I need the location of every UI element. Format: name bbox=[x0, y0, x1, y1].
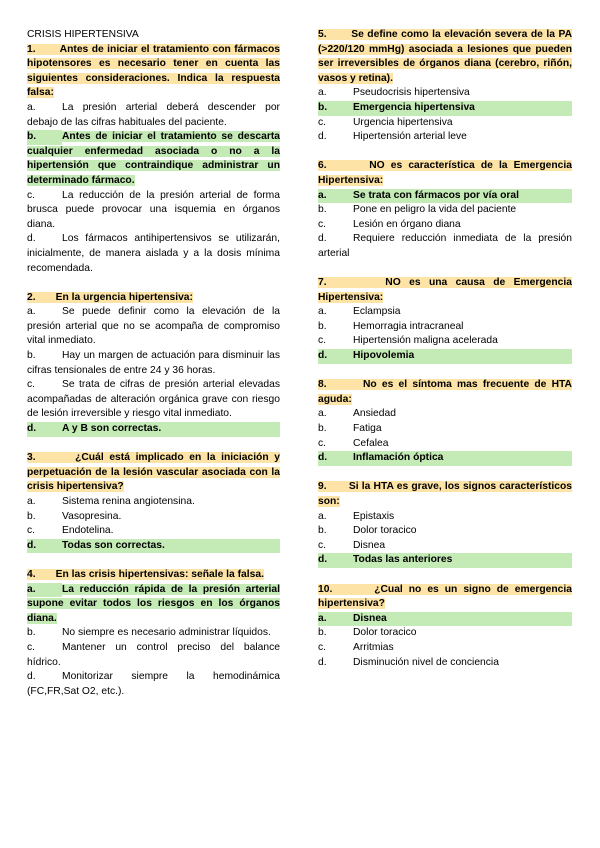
option-b: b. Hay un margen de actuación para disminuir las cifras tensionales de entre 24 y 36 horas. bbox=[27, 350, 280, 376]
question-5 bbox=[318, 28, 572, 145]
option-d-correct: d. Hipovolemia bbox=[318, 349, 572, 364]
option-a-correct: a. Se trata con fármacos por vía oral bbox=[318, 189, 572, 204]
option-b-correct: b. Antes de iniciar el tratamiento se descarta cualquier enfermedad asociada o no a la hipertensión que contraindique administrar un determinado fármaco. bbox=[27, 131, 280, 186]
option-a: a. Pseudocrisis hipertensiva bbox=[318, 87, 470, 99]
question-10 bbox=[318, 583, 572, 671]
question-6 bbox=[318, 159, 572, 261]
question-text: 2. En la urgencia hipertensiva: bbox=[27, 291, 193, 303]
option-c: c. Lesión en órgano diana bbox=[318, 218, 461, 230]
question-8 bbox=[318, 378, 572, 466]
question-7 bbox=[318, 276, 572, 364]
question-text: 7. NO es una causa de Emergencia Hipertensiva: bbox=[318, 277, 572, 303]
option-a-correct: a. Disnea bbox=[318, 612, 572, 627]
question-2 bbox=[27, 291, 280, 437]
question-text: 4. En las crisis hipertensivas: señale la falsa. bbox=[27, 568, 264, 580]
question-text: 8. No es el síntoma mas frecuente de HTA aguda: bbox=[318, 379, 572, 405]
option-d: d. Los fármacos antihipertensivos se utilizarán, inicialmente, de manera aislada y a la dosis mínima recomendada. bbox=[27, 233, 280, 274]
option-b: b. Hemorragia intracraneal bbox=[318, 320, 464, 332]
option-d-correct: d. Todas son correctas. bbox=[27, 539, 280, 554]
option-b: b. Dolor toracico bbox=[318, 627, 417, 639]
option-b: b. Fatiga bbox=[318, 423, 382, 435]
option-b: b. No siempre es necesario administrar líquidos. bbox=[27, 627, 271, 639]
option-d: d. Disminución nivel de conciencia bbox=[318, 656, 499, 668]
option-a: a. La presión arterial deberá descender por debajo de las cifras habituales del paciente. bbox=[27, 101, 280, 128]
option-d: d. Hipertensión arterial leve bbox=[318, 131, 467, 143]
right-column bbox=[318, 28, 572, 685]
option-c: c. Arritmias bbox=[318, 641, 394, 653]
option-d-correct: d. Todas las anteriores bbox=[318, 553, 572, 568]
option-b: b. Dolor toracico bbox=[318, 525, 417, 537]
option-c: c. Disnea bbox=[318, 539, 386, 551]
option-d-correct: d. A y B son correctas. bbox=[27, 422, 280, 437]
option-a: a. Ansiedad bbox=[318, 408, 396, 420]
question-text: 1. Antes de iniciar el tratamiento con fármacos hipotensores es necesario tener en cuenta las siguientes consideraciones. Indica la respuesta falsa: bbox=[27, 43, 281, 99]
option-a: a. Eclampsia bbox=[318, 306, 401, 318]
option-b: b. Vasopresina. bbox=[27, 510, 122, 522]
option-a-correct: a. La reducción rápida de la presión arterial supone evitar todos los riesgos en los órganos diana. bbox=[27, 583, 280, 624]
option-a: a. Sistema renina angiotensina. bbox=[27, 496, 195, 507]
option-c: c. Se trata de cifras de presión arterial elevadas acompañadas de alteración orgánica grave con riesgo de lesión irreversible y riesgo vital inmediato. bbox=[27, 379, 280, 420]
option-c: c. Mantener un control preciso del balance hídrico. bbox=[27, 641, 280, 668]
question-9 bbox=[318, 480, 572, 568]
option-a: a. Epistaxis bbox=[318, 510, 395, 522]
option-d: d. Requiere reducción inmediata de la presión arterial bbox=[318, 233, 572, 259]
question-text: 10. ¿Cual no es un signo de emergencia hipertensiva? bbox=[318, 583, 572, 610]
option-c: c. La reducción de la presión arterial de forma brusca puede provocar una isquemia en órganos diana. bbox=[27, 189, 280, 230]
option-c: c. Endotelina. bbox=[27, 525, 114, 537]
option-b: b. Pone en peligro la vida del paciente bbox=[318, 204, 517, 216]
option-c: c. Cefalea bbox=[318, 437, 389, 449]
option-d: d. Monitorizar siempre la hemodinámica (FC,FR,Sat O2, etc.). bbox=[27, 671, 280, 697]
option-c: c. Hipertensión maligna acelerada bbox=[318, 335, 498, 347]
question-text: 3. ¿Cuál está implicado en la iniciación y perpetuación de la lesión vascular asociada con la crisis hipertensiva? bbox=[27, 452, 281, 493]
document-title: CRISIS HIPERTENSIVA bbox=[27, 29, 139, 40]
option-c: c. Urgencia hipertensiva bbox=[318, 116, 453, 128]
question-3 bbox=[27, 451, 280, 553]
question-text: 6. NO es característica de la Emergencia Hipertensiva: bbox=[318, 160, 572, 186]
option-d-correct: d. Inflamación óptica bbox=[318, 451, 572, 466]
question-text: 9. Si la HTA es grave, los signos característicos son: bbox=[318, 481, 572, 507]
question-text: 5. Se define como la elevación severa de la PA (>220/120 mmHg) asociada a lesiones que pueden ser irreversibles de órganos diana (cerebro, riñón, vasos y retina). bbox=[318, 29, 572, 84]
option-b-correct: b. Emergencia hipertensiva bbox=[318, 101, 572, 116]
left-column bbox=[27, 28, 280, 714]
question-1 bbox=[27, 43, 280, 277]
question-4 bbox=[27, 568, 280, 699]
option-a: a. Se puede definir como la elevación de la presión arterial que no se acompaña de compromiso vital inmediato. bbox=[27, 306, 280, 347]
